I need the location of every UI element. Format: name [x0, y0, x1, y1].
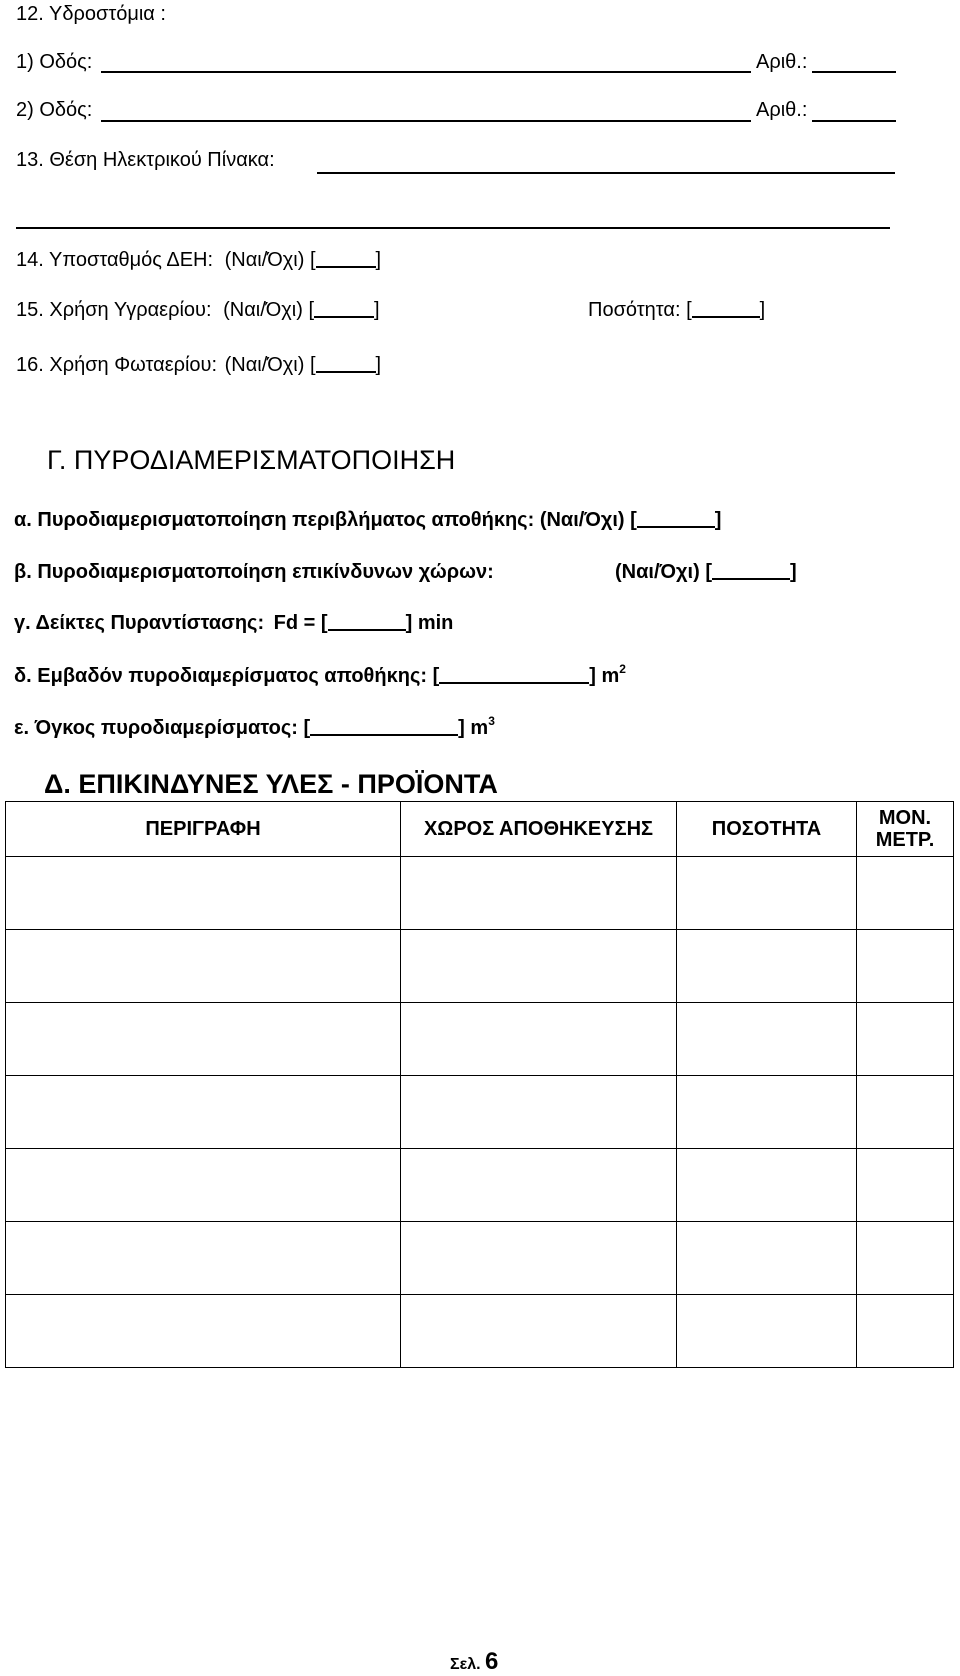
- section-g-b-answer: [615, 560, 797, 584]
- table-cell[interactable]: [857, 1149, 954, 1222]
- section-g-a-field[interactable]: [637, 508, 715, 528]
- table-cell[interactable]: [6, 1149, 401, 1222]
- item12-label: 12. Υδροστόμια :: [16, 3, 166, 25]
- table-cell[interactable]: [677, 930, 857, 1003]
- section-g-e-exp: 3: [488, 714, 495, 728]
- bracket-close: ]: [374, 299, 380, 321]
- page-prefix: Σελ.: [450, 1656, 481, 1673]
- table-cell[interactable]: [857, 1076, 954, 1149]
- street1-num-label: Αριθ.:: [756, 51, 808, 73]
- street1-label: 1) Οδός:: [16, 51, 93, 73]
- section-g-d-unit: m: [601, 665, 620, 687]
- section-g-a-label: α. Πυροδιαμερισματοποίηση περιβλήματος αποθήκης:: [14, 509, 535, 531]
- bracket-open: [: [309, 354, 316, 376]
- table-cell[interactable]: [677, 1295, 857, 1368]
- bracket-open: [: [686, 299, 692, 321]
- table-row: [6, 1003, 954, 1076]
- table-row: [6, 1222, 954, 1295]
- item15-field[interactable]: [314, 298, 374, 318]
- header-description: ΠΕΡΙΓΡΑΦΗ: [6, 802, 401, 857]
- bracket-close: ]: [589, 665, 596, 687]
- section-g-e-field[interactable]: [310, 716, 458, 736]
- table-cell[interactable]: [6, 1222, 401, 1295]
- table-cell[interactable]: [857, 857, 954, 930]
- item14-label: 14. Υποσταθμός ΔΕΗ:: [16, 249, 214, 271]
- item16-row: [16, 353, 381, 377]
- section-g-c-unit: min: [417, 612, 454, 634]
- section-g-d-field[interactable]: [439, 664, 589, 684]
- header-storage-area: ΧΩΡΟΣ ΑΠΟΘΗΚΕΥΣΗΣ: [401, 802, 677, 857]
- table-cell[interactable]: [6, 857, 401, 930]
- item14-yesno: (Ναι/Όχι): [224, 249, 305, 271]
- table-cell[interactable]: [401, 1003, 677, 1076]
- bracket-open: [: [705, 561, 712, 583]
- section-g-title: Γ. ΠΥΡΟΔΙΑΜΕΡΙΣΜΑΤΟΠΟΙΗΣΗ: [47, 445, 456, 475]
- street2-field[interactable]: [101, 120, 751, 122]
- street2-label: 2) Οδός:: [16, 99, 93, 121]
- table-row: [6, 857, 954, 930]
- item15-qty-field[interactable]: [692, 298, 760, 318]
- table-cell[interactable]: [857, 1222, 954, 1295]
- table-cell[interactable]: [401, 1222, 677, 1295]
- item15-row: [16, 298, 380, 322]
- item15-qty-row: [588, 298, 765, 322]
- table-cell[interactable]: [401, 857, 677, 930]
- bracket-open: [: [630, 509, 637, 531]
- item16-yesno: (Ναι/Όχι): [224, 354, 305, 376]
- bracket-close: ]: [714, 509, 722, 531]
- table-cell[interactable]: [6, 1003, 401, 1076]
- item14-field[interactable]: [316, 248, 376, 268]
- header-quantity: ΠΟΣΟΤΗΤΑ: [677, 802, 857, 857]
- table-cell[interactable]: [401, 930, 677, 1003]
- page-number-value: 6: [485, 1648, 499, 1675]
- street2-num-label: Αριθ.:: [756, 99, 808, 121]
- table-cell[interactable]: [677, 1003, 857, 1076]
- table-cell[interactable]: [6, 930, 401, 1003]
- item15-yesno: (Ναι/Όχι): [223, 299, 303, 321]
- section-g-d-exp: 2: [619, 662, 626, 676]
- bracket-open: [: [308, 299, 314, 321]
- page-number: [450, 1648, 498, 1676]
- street1-num-field[interactable]: [812, 71, 896, 73]
- section-g-e-unit: m: [470, 717, 489, 739]
- table-cell[interactable]: [6, 1076, 401, 1149]
- section-g-d-row: [14, 664, 626, 688]
- section-g-c-row: [14, 611, 453, 635]
- table-cell[interactable]: [401, 1076, 677, 1149]
- section-g-e-row: [14, 716, 495, 740]
- table-cell[interactable]: [857, 930, 954, 1003]
- table-cell[interactable]: [857, 1295, 954, 1368]
- bracket-close: ]: [789, 561, 797, 583]
- section-g-a-row: [14, 508, 721, 532]
- table-cell[interactable]: [677, 857, 857, 930]
- table-cell[interactable]: [677, 1149, 857, 1222]
- table-cell[interactable]: [6, 1295, 401, 1368]
- item16-field[interactable]: [316, 353, 376, 373]
- section-g-d-label: δ. Εμβαδόν πυροδιαμερίσματος αποθήκης:: [14, 665, 428, 687]
- table-cell[interactable]: [857, 1003, 954, 1076]
- section-g-b-label: β. Πυροδιαμερισματοποίηση επικίνδυνων χώρων:: [14, 561, 494, 583]
- bracket-close: ]: [759, 299, 766, 321]
- table-row: [6, 930, 954, 1003]
- bracket-open: [: [303, 717, 311, 739]
- table-cell[interactable]: [401, 1149, 677, 1222]
- bracket-close: ]: [375, 354, 382, 376]
- section-g-b-yesno: (Ναι/Όχι): [615, 561, 700, 583]
- table-row: [6, 1295, 954, 1368]
- header-unit: ΜΟΝ. ΜΕΤΡ.: [857, 802, 954, 857]
- section-g-e-label: ε. Όγκος πυροδιαμερίσματος:: [14, 717, 298, 739]
- item14-row: [16, 248, 381, 272]
- table-cell[interactable]: [401, 1295, 677, 1368]
- section-g-a-yesno: (Ναι/Όχι): [539, 509, 625, 531]
- bracket-open: [: [432, 665, 440, 687]
- item16-label: 16. Χρήση Φωταερίου:: [16, 354, 218, 376]
- section-d-title: Δ. ΕΠΙΚΙΝΔΥΝΕΣ ΥΛΕΣ - ΠΡΟΪΟΝΤΑ: [44, 769, 498, 799]
- bracket-open: [: [309, 249, 316, 271]
- bracket-close: ]: [458, 717, 465, 739]
- section-g-c-fd: Fd =: [273, 612, 316, 634]
- section-g-c-field[interactable]: [328, 611, 406, 631]
- table-row: [6, 1149, 954, 1222]
- street2-num-field[interactable]: [812, 120, 896, 122]
- hazardous-materials-table: [5, 801, 954, 1368]
- table-cell[interactable]: [677, 1076, 857, 1149]
- table-cell[interactable]: [677, 1222, 857, 1295]
- table-header-row: [6, 802, 954, 857]
- table-row: [6, 1076, 954, 1149]
- bracket-open: [: [320, 612, 328, 634]
- item15-label: 15. Χρήση Υγραερίου:: [16, 299, 212, 321]
- bracket-close: ]: [405, 612, 413, 634]
- item15-qty-label: Ποσότητα:: [588, 299, 681, 321]
- section-g-b-field[interactable]: [712, 560, 790, 580]
- section-g-b-row: [14, 560, 494, 584]
- item13-label: 13. Θέση Ηλεκτρικού Πίνακα:: [16, 149, 275, 171]
- section-g-c-label: γ. Δείκτες Πυραντίστασης:: [14, 612, 265, 634]
- item13-field[interactable]: [317, 172, 895, 174]
- bracket-close: ]: [375, 249, 382, 271]
- item13-field-line2[interactable]: [16, 227, 890, 229]
- street1-field[interactable]: [101, 71, 751, 73]
